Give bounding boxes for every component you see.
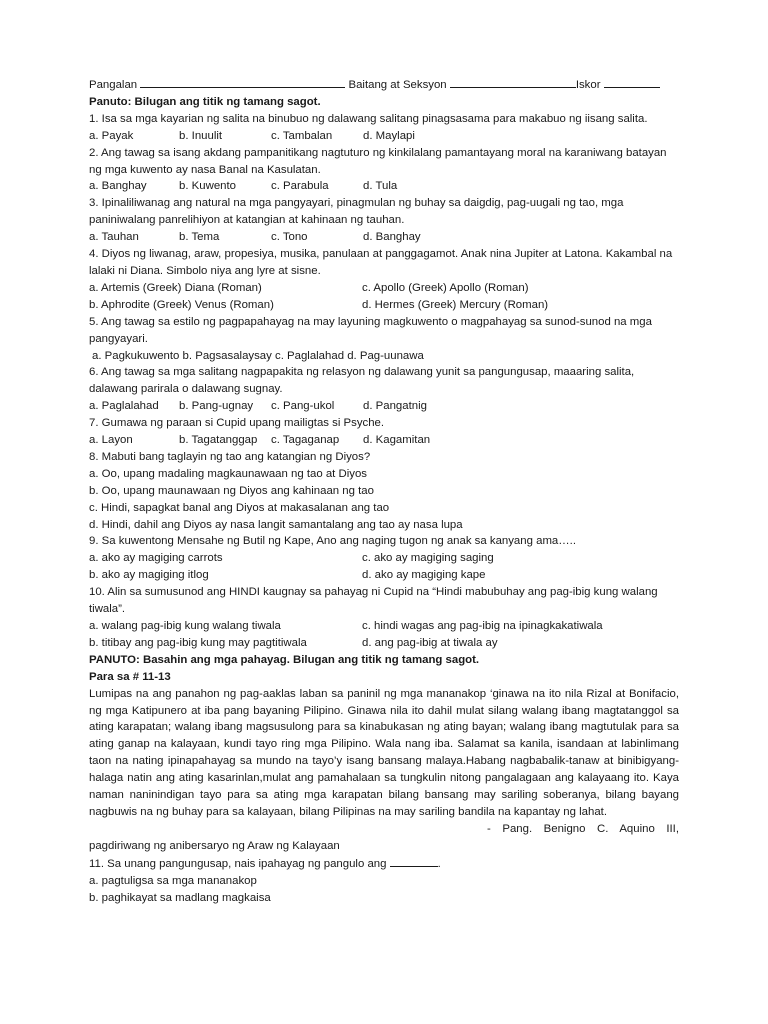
option-c[interactable]: c. Tagaganap <box>271 434 340 447</box>
option-b[interactable]: b. Inuulit <box>179 129 223 142</box>
option-d[interactable]: d. Pangatnig <box>363 400 427 413</box>
question-2-options <box>89 178 679 195</box>
question-9: 9. Sa kuwentong Mensahe ng Butil ng Kape, Ano ang naging tugon ng anak sa kanyang ama….. <box>89 535 576 548</box>
option-d[interactable]: d. Banghay <box>363 231 421 244</box>
question-1-options <box>89 128 679 145</box>
header-line <box>89 76 679 94</box>
option-a[interactable]: a. Tauhan <box>89 231 139 244</box>
option-b[interactable]: b. Aphrodite (Greek) Venus (Roman) <box>89 298 274 311</box>
option-b[interactable]: b. Tema <box>179 231 220 244</box>
option-a[interactable]: a. walang pag-ibig kung walang tiwala <box>89 620 281 632</box>
question-7-options <box>89 432 679 449</box>
option-b[interactable]: b. Kuwento <box>179 180 236 193</box>
option-b[interactable]: b. ako ay magiging itlog <box>89 569 209 582</box>
section-label: Baitang at Seksyon <box>348 79 447 91</box>
option-a[interactable]: a. Paglalahad <box>89 400 159 413</box>
option-c[interactable]: c. Pang-ukol <box>271 400 335 413</box>
option-b[interactable]: b. Pang-ugnay <box>179 400 254 413</box>
option-c[interactable]: c. Tono <box>271 231 308 244</box>
question-6: 6. Ang tawag sa mga salitang nagpapakita ng relasyon ng dalawang yunit sa pangungusap, maaaring salita, dalawang parirala o dalawang sugnay. <box>89 366 635 396</box>
option-d[interactable]: d. ang pag-ibig at tiwala ay <box>362 636 498 649</box>
instruction-1: Panuto: Bilugan ang titik ng tamang sagot. <box>89 95 321 108</box>
section-blank[interactable] <box>450 76 576 88</box>
option-a[interactable]: a. ako ay magiging carrots <box>89 552 223 565</box>
question-3: 3. Ipinaliliwanag ang natural na mga pangyayari, pinagmulan ng buhay sa daigdig, pag-uugali ng tao, mga paniniwalang panrelihiyon at katangian at kahinaan ng tauhan. <box>89 197 624 227</box>
question-11-text: 11. Sa unang pangungusap, nais ipahayag ng pangulo ang <box>89 857 387 870</box>
question-2: 2. Ang tawag sa isang akdang pampanitikang nagtuturo ng kinkilalang pamantayang moral na karaniwang batayan ng mga kuwento ay nasa Banal na Kasulatan. <box>89 146 667 176</box>
option-d[interactable]: d. Hindi, dahil ang Diyos ay nasa langit samantalang ang tao ay nasa lupa <box>89 518 463 531</box>
instruction-2: PANUTO: Basahin ang mga pahayag. Bilugan ang titik ng tamang sagot. <box>89 653 480 666</box>
option-a[interactable]: a. Banghay <box>89 180 147 193</box>
question-10-options-row1 <box>89 618 679 635</box>
question-6-options <box>89 398 679 415</box>
question-4-options-row1 <box>89 280 679 297</box>
option-a[interactable]: a. Artemis (Greek) Diana (Roman) <box>89 281 262 294</box>
score-label: Iskor <box>575 79 601 91</box>
question-3-options <box>89 229 679 246</box>
question-10: 10. Alin sa sumusunod ang HINDI kaugnay sa pahayag ni Cupid na “Hindi mabubuhay ang pag-ibig kung walang tiwala”. <box>89 586 658 616</box>
option-d[interactable]: d. Hermes (Greek) Mercury (Roman) <box>362 298 549 311</box>
question-9-options-row1 <box>89 550 679 567</box>
option-b[interactable]: b. Tagatanggap <box>179 434 258 447</box>
reading-passage: Lumipas na ang panahon ng pag-aaklas laban sa paninil ng mga mananakop ‘ginawa na ito nila Rizal at Bonifacio, ng mga Katipunero at iba pang bayaning Pilipino. Ginawa nila ito dahil mulat silang walang ibang magtatanggol sa ating karapatan; walang ibang magsusulong para sa kinabukasan ng ating bayan; walang ibang magtutulak para sa ating ganap na kalayaan, kundi tayo ring mga Pilipino. Wala nang iba. Salamat sa kanila, isandaan at labinlimang taon na nating ipinapahayag sa mundo na tayo’y isang bansang malaya.Habang nagbabalik-tanaw at binibigyang-halaga natin ang ating kasarinlan,mulat ang pamahalaan sa tungkulin nitong pangalagaan ang kalayaang ito. Kaya naman naninindigan tayo para sa ating mga karapatan bilang bansang may sariling soberanya, bilang bayang nagbuwis na ng buhay para sa kalayaan, bilang Pilipinas na may sariling bandila na kapantay ng lahat. <box>89 687 679 818</box>
question-9-options-row2 <box>89 567 679 584</box>
option-d[interactable]: d. Tula <box>363 180 398 193</box>
option-a[interactable]: a. Layon <box>89 434 133 447</box>
score-blank[interactable] <box>604 76 660 88</box>
option-d[interactable]: d. ako ay magiging kape <box>362 569 486 582</box>
option-a[interactable]: a. Oo, upang madaling magkaunawaan ng tao at Diyos <box>89 467 367 480</box>
question-11-blank <box>390 855 438 867</box>
passage-attribution: - Pang. Benigno C. Aquino III, pagdiriwang ng anibersaryo ng Araw ng Kalayaan <box>89 822 679 852</box>
name-label: Pangalan <box>89 79 138 91</box>
question-10-options-row2 <box>89 635 679 652</box>
option-b[interactable]: b. paghikayat sa madlang magkaisa <box>89 891 271 904</box>
question-5-options[interactable]: a. Pagkukuwento b. Pagsasalaysay c. Paglalahad d. Pag-uunawa <box>92 349 424 362</box>
option-c[interactable]: c. Hindi, sapagkat banal ang Diyos at makasalanan ang tao <box>89 501 390 514</box>
option-b[interactable]: b. Oo, upang maunawaan ng Diyos ang kahinaan ng tao <box>89 484 374 497</box>
option-d[interactable]: d. Maylapi <box>363 129 415 142</box>
option-c[interactable]: c. ako ay magiging saging <box>362 552 494 565</box>
option-c[interactable]: c. Apollo (Greek) Apollo (Roman) <box>362 281 529 294</box>
name-blank[interactable] <box>140 76 345 88</box>
option-d[interactable]: d. Kagamitan <box>363 434 431 447</box>
option-a[interactable]: a. pagtuligsa sa mga mananakop <box>89 874 257 887</box>
question-7: 7. Gumawa ng paraan si Cupid upang mailigtas si Psyche. <box>89 417 385 430</box>
option-b[interactable]: b. titibay ang pag-ibig kung may pagtitiwala <box>89 636 307 649</box>
option-c[interactable]: c. Parabula <box>271 180 329 193</box>
question-11: 11. Sa unang pangungusap, nais ipahayag ng pangulo ang . <box>89 855 679 873</box>
question-8: 8. Mabuti bang taglayin ng tao ang katangian ng Diyos? <box>89 450 371 463</box>
question-4: 4. Diyos ng liwanag, araw, propesiya, musika, panulaan at panggagamot. Anak nina Jupiter at Latona. Kakambal na lalaki ni Diana. Simbolo niya ang lyre at sisne. <box>89 248 673 277</box>
option-a[interactable]: a. Payak <box>89 129 134 142</box>
question-1: 1. Isa sa mga kayarian ng salita na binubuo ng dalawang salitang pinagsasama para makabuo ng iisang salita. <box>89 112 648 125</box>
option-c[interactable]: c. Tambalan <box>271 129 333 142</box>
quiz-page <box>89 76 679 906</box>
passage-label: Para sa # 11-13 <box>89 670 171 683</box>
option-c[interactable]: c. hindi wagas ang pag-ibig na ipinagkakatiwala <box>362 620 603 632</box>
question-4-options-row2 <box>89 297 679 314</box>
question-5: 5. Ang tawag sa estilo ng pagpapahayag na may layuning magkuwento o magpahayag sa sunod-sunod na mga pangyayari. <box>89 315 652 345</box>
